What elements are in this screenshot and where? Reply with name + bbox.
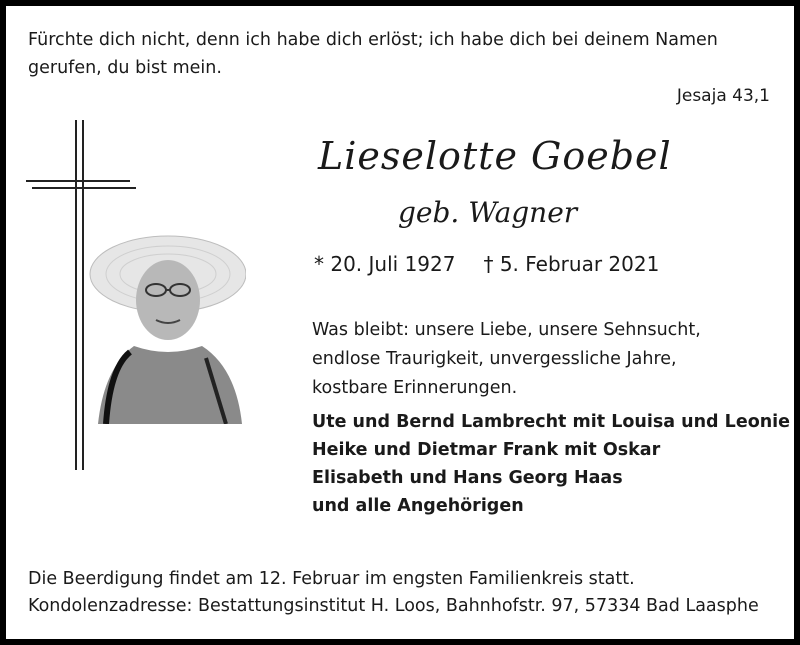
maiden-name: geb. Wagner — [398, 196, 578, 229]
bible-verse: Fürchte dich nicht, denn ich habe dich erlöst; ich habe dich bei deinem Namen gerufen, du bist mein. — [28, 30, 718, 78]
deceased-name: Lieselotte Goebel — [318, 134, 672, 178]
birth-date: * 20. Juli 1927 — [314, 252, 456, 276]
verse-reference: Jesaja 43,1 — [676, 86, 770, 106]
mourners-list — [312, 408, 790, 520]
funeral-note: Die Beerdigung findet am 12. Februar im engsten Familienkreis statt. — [28, 569, 635, 589]
mourner-line: und alle Angehörigen — [312, 496, 524, 516]
poem-line: Was bleibt: unsere Liebe, unsere Sehnsucht, — [312, 320, 701, 340]
condolence-address: Kondolenzadresse: Bestattungsinstitut H. Loos, Bahnhofstr. 97, 57334 Bad Laasphe — [28, 596, 759, 616]
death-date: † 5. Februar 2021 — [483, 252, 660, 276]
mourner-line: Ute und Bernd Lambrecht mit Louisa und Leonie — [312, 412, 791, 432]
footer-info — [28, 566, 759, 620]
life-dates — [314, 252, 659, 276]
poem — [312, 316, 701, 403]
portrait-photo — [86, 218, 246, 424]
poem-line: endlose Traurigkeit, unvergessliche Jahre, — [312, 349, 677, 369]
mourner-line: Heike und Dietmar Frank mit Oskar — [312, 440, 661, 460]
poem-line: kostbare Erinnerungen. — [312, 378, 518, 398]
obituary-notice — [6, 6, 794, 639]
mourner-line: Elisabeth und Hans Georg Haas — [312, 468, 623, 488]
